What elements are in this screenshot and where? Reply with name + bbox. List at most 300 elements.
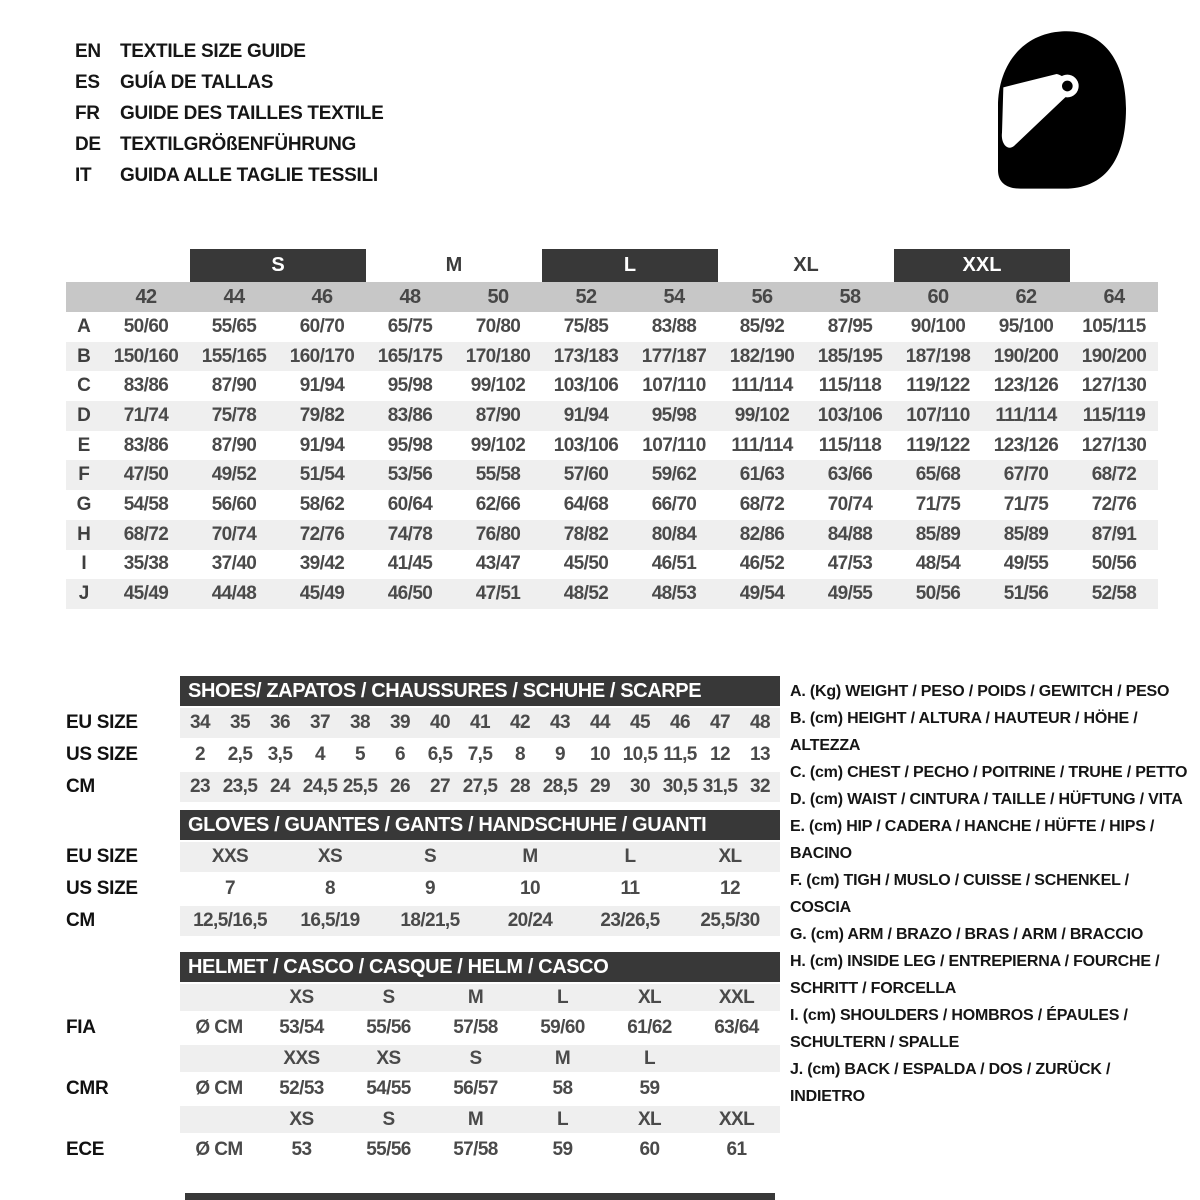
size-value: 119/122 bbox=[906, 434, 970, 456]
size-value: 85/89 bbox=[915, 523, 961, 545]
size-value: 25,5 bbox=[342, 776, 378, 797]
numeric-size: 54 bbox=[663, 285, 685, 308]
size-value: 62/66 bbox=[475, 493, 521, 515]
row-letter: B bbox=[77, 345, 91, 367]
racing-helmet-icon bbox=[982, 26, 1142, 199]
legend-item-a: A. (Kg) WEIGHT / PESO / POIDS / GEWITCH / PESO bbox=[790, 683, 1170, 700]
size-value: 59 bbox=[552, 1139, 573, 1160]
helmet-size-row-cmr bbox=[66, 1045, 780, 1072]
language-code: EN bbox=[75, 41, 101, 62]
size-value: 119/122 bbox=[906, 375, 970, 397]
diameter-unit: Ø CM bbox=[195, 1078, 243, 1099]
spacer bbox=[66, 810, 180, 840]
measurement-legend bbox=[790, 678, 1188, 1110]
size-value: 75/78 bbox=[211, 404, 257, 426]
size-value: 61/63 bbox=[739, 464, 785, 486]
spacer bbox=[66, 1106, 180, 1133]
size-value: 50/56 bbox=[915, 583, 961, 605]
gloves-row-us-size bbox=[66, 874, 780, 904]
size-value: 45 bbox=[630, 712, 650, 733]
numeric-size: 50 bbox=[487, 285, 509, 308]
size-value: 182/190 bbox=[729, 345, 795, 367]
size-value: 72/76 bbox=[299, 523, 345, 545]
title-block bbox=[75, 36, 383, 191]
size-value: 35 bbox=[230, 712, 250, 733]
language-title-row bbox=[75, 129, 383, 160]
size-value: 28,5 bbox=[542, 776, 578, 797]
size-value: 177/187 bbox=[641, 345, 707, 367]
shoes-row-eu-size bbox=[66, 708, 780, 738]
size-value: 105/115 bbox=[1082, 315, 1146, 337]
numeric-size: 62 bbox=[1015, 285, 1037, 308]
measurement-row-c bbox=[66, 371, 1158, 401]
size-value: 34 bbox=[190, 712, 210, 733]
numeric-size-row bbox=[66, 282, 1158, 312]
size-value: 48/54 bbox=[915, 553, 961, 575]
size-value: 190/200 bbox=[1081, 345, 1147, 367]
measurement-row-b bbox=[66, 342, 1158, 372]
helmet-size: XS bbox=[289, 1108, 314, 1130]
size-value: 7 bbox=[225, 878, 235, 899]
size-value: 47/50 bbox=[123, 464, 169, 486]
size-value: 23,5 bbox=[222, 776, 258, 797]
helmet-value-row-fia bbox=[66, 1013, 780, 1043]
row-letter: E bbox=[77, 434, 91, 456]
size-value: 48/52 bbox=[563, 583, 609, 605]
size-value: 12 bbox=[720, 878, 740, 899]
size-value: 103/106 bbox=[553, 434, 619, 456]
size-value: 12,5/16,5 bbox=[193, 910, 267, 931]
row-letter: I bbox=[81, 553, 87, 575]
size-value: L bbox=[624, 846, 636, 867]
helmet-size: M bbox=[554, 1047, 571, 1069]
value-band bbox=[180, 772, 780, 802]
size-band bbox=[180, 984, 780, 1011]
measurement-row-i bbox=[66, 550, 1158, 580]
row-letter: H bbox=[77, 523, 91, 545]
size-value: 107/110 bbox=[906, 404, 970, 426]
size-value: 95/100 bbox=[998, 315, 1054, 337]
size-value: 3,5 bbox=[267, 744, 293, 765]
helmet-size: L bbox=[556, 986, 568, 1008]
size-value: 24 bbox=[270, 776, 290, 797]
value-band bbox=[180, 708, 780, 738]
size-value: 57/60 bbox=[563, 464, 609, 486]
size-value: 58/62 bbox=[299, 493, 345, 515]
size-value: 29 bbox=[590, 776, 610, 797]
size-value: 49/55 bbox=[827, 583, 873, 605]
size-value: 49/54 bbox=[739, 583, 785, 605]
size-value: 46/52 bbox=[739, 553, 785, 575]
size-value: 61 bbox=[726, 1139, 747, 1160]
size-value: 41 bbox=[470, 712, 490, 733]
size-value: 155/165 bbox=[201, 345, 267, 367]
size-value: XS bbox=[317, 846, 343, 867]
size-value: 53/54 bbox=[279, 1017, 324, 1038]
helmet-size: XL bbox=[637, 986, 662, 1008]
row-letter: A bbox=[77, 315, 91, 337]
row-label: CM bbox=[66, 910, 95, 931]
helmet-size-row-ece bbox=[66, 1106, 780, 1133]
size-value: 20/24 bbox=[507, 910, 553, 931]
size-value: 54/58 bbox=[123, 493, 169, 515]
size-value: 72/76 bbox=[1091, 493, 1137, 515]
language-title-row bbox=[75, 36, 383, 67]
legend-item-h: H. (cm) INSIDE LEG / ENTREPIERNA / FOURCHE / SCHRITT / FORCELLA bbox=[790, 953, 1160, 997]
size-value: 11 bbox=[620, 878, 640, 899]
standard-label: ECE bbox=[66, 1139, 105, 1160]
size-value: 87/90 bbox=[475, 404, 521, 426]
size-value: 84/88 bbox=[827, 523, 873, 545]
size-value: 44/48 bbox=[211, 583, 257, 605]
size-value: 74/78 bbox=[387, 523, 433, 545]
spacer bbox=[66, 676, 180, 706]
language-title-row bbox=[75, 67, 383, 98]
size-value: 30,5 bbox=[662, 776, 698, 797]
size-value: 2 bbox=[195, 744, 205, 765]
helmet-table bbox=[66, 952, 780, 1165]
language-title-row bbox=[75, 98, 383, 129]
size-value: 56/57 bbox=[453, 1078, 498, 1099]
size-group-xl: XL bbox=[793, 254, 819, 276]
guide-title: GUÍA DE TALLAS bbox=[120, 72, 274, 93]
size-value: 64/68 bbox=[563, 493, 609, 515]
legend-item-e: E. (cm) HIP / CADERA / HANCHE / HÜFTE / HIPS / BACINO bbox=[790, 818, 1155, 862]
size-value: 68/72 bbox=[739, 493, 785, 515]
size-value: 57/58 bbox=[453, 1017, 498, 1038]
size-value: 12 bbox=[710, 744, 730, 765]
size-band bbox=[180, 1106, 780, 1133]
size-value: 87/90 bbox=[211, 375, 257, 397]
size-value: 87/95 bbox=[827, 315, 873, 337]
helmet-size: S bbox=[382, 986, 395, 1008]
size-value: 23/26,5 bbox=[600, 910, 660, 931]
size-value: 24,5 bbox=[302, 776, 338, 797]
measurement-row-d bbox=[66, 401, 1158, 431]
language-title-row bbox=[75, 160, 383, 191]
size-value: 44 bbox=[590, 712, 610, 733]
size-group-l: L bbox=[542, 249, 718, 282]
row-label: CM bbox=[66, 776, 95, 797]
measurement-row-f bbox=[66, 460, 1158, 490]
size-value: 85/92 bbox=[739, 315, 785, 337]
size-value: 46 bbox=[670, 712, 690, 733]
helmet-size: S bbox=[469, 1047, 482, 1069]
size-value: 11,5 bbox=[663, 744, 697, 765]
size-group-row bbox=[66, 249, 1158, 282]
size-value: 185/195 bbox=[817, 345, 883, 367]
language-code: FR bbox=[75, 103, 100, 124]
size-value: 47 bbox=[710, 712, 730, 733]
size-value: 59/62 bbox=[651, 464, 697, 486]
size-value: 26 bbox=[390, 776, 410, 797]
size-value: 99/102 bbox=[470, 375, 526, 397]
helmet-value-row-ece bbox=[66, 1135, 780, 1165]
size-value: 45/49 bbox=[299, 583, 345, 605]
helmet-size: XXS bbox=[283, 1047, 320, 1069]
size-value: 51/56 bbox=[1003, 583, 1049, 605]
shoes-table-title: SHOES/ ZAPATOS / CHAUSSURES / SCHUHE / SCARPE bbox=[180, 676, 780, 706]
standard-label: CMR bbox=[66, 1078, 109, 1099]
helmet-size: S bbox=[382, 1108, 395, 1130]
helmet-size: L bbox=[556, 1108, 568, 1130]
helmet-size bbox=[693, 1045, 780, 1072]
row-letter: F bbox=[78, 464, 90, 486]
size-value: 37 bbox=[310, 712, 330, 733]
size-value: 91/94 bbox=[299, 434, 345, 456]
size-value: 83/86 bbox=[123, 434, 169, 456]
numeric-size: 52 bbox=[575, 285, 597, 308]
spacer bbox=[180, 984, 258, 1011]
size-value: 40 bbox=[430, 712, 450, 733]
size-value: 71/75 bbox=[1003, 493, 1049, 515]
numeric-size: 44 bbox=[223, 285, 245, 308]
size-value: 63/66 bbox=[827, 464, 873, 486]
spacer bbox=[66, 1045, 180, 1072]
size-value: 83/86 bbox=[123, 375, 169, 397]
size-value: 103/106 bbox=[817, 404, 883, 426]
numeric-size: 60 bbox=[927, 285, 949, 308]
size-value: 107/110 bbox=[642, 434, 706, 456]
value-band bbox=[180, 1074, 780, 1104]
size-value: 76/80 bbox=[475, 523, 521, 545]
size-band bbox=[180, 1045, 780, 1072]
guide-title: TEXTILGRÖßENFÜHRUNG bbox=[120, 134, 357, 155]
size-value: 45/50 bbox=[563, 553, 609, 575]
size-value: 53/56 bbox=[387, 464, 433, 486]
size-value: 99/102 bbox=[470, 434, 526, 456]
size-value: 4 bbox=[315, 744, 325, 765]
size-value: 52/58 bbox=[1091, 583, 1137, 605]
size-value: 91/94 bbox=[563, 404, 609, 426]
size-value: 43/47 bbox=[475, 553, 521, 575]
size-value: 111/114 bbox=[731, 434, 793, 456]
size-value: 32 bbox=[750, 776, 770, 797]
helmet-size: M bbox=[467, 986, 484, 1008]
numeric-size: 46 bbox=[311, 285, 333, 308]
size-value: 10 bbox=[520, 878, 540, 899]
helmet-value-row-cmr bbox=[66, 1074, 780, 1104]
gloves-row-eu-size bbox=[66, 842, 780, 872]
size-value: 165/175 bbox=[377, 345, 443, 367]
size-value: 78/82 bbox=[563, 523, 609, 545]
size-value: 55/65 bbox=[211, 315, 257, 337]
measurement-row-j bbox=[66, 579, 1158, 609]
size-value: 82/86 bbox=[739, 523, 785, 545]
size-value: 16,5/19 bbox=[300, 910, 360, 931]
size-value: 190/200 bbox=[993, 345, 1059, 367]
textile-size-table bbox=[66, 249, 1158, 609]
row-label: US SIZE bbox=[66, 744, 138, 765]
size-value: 9 bbox=[425, 878, 435, 899]
size-value: 83/88 bbox=[651, 315, 697, 337]
size-value: 83/86 bbox=[387, 404, 433, 426]
row-letter: C bbox=[77, 375, 91, 397]
gloves-row-cm bbox=[66, 906, 780, 936]
numeric-size: 48 bbox=[399, 285, 421, 308]
size-value: 42 bbox=[510, 712, 530, 733]
size-value: 7,5 bbox=[467, 744, 493, 765]
helmet-header-row bbox=[66, 952, 780, 982]
value-band bbox=[180, 906, 780, 936]
row-letter: D bbox=[77, 404, 91, 426]
size-value: 75/85 bbox=[563, 315, 609, 337]
legend-item-f: F. (cm) TIGH / MUSLO / CUISSE / SCHENKEL / COSCIA bbox=[790, 872, 1129, 916]
size-value: 23 bbox=[190, 776, 210, 797]
diameter-unit: Ø CM bbox=[195, 1139, 243, 1160]
size-value: 39/42 bbox=[299, 553, 345, 575]
size-value: 6,5 bbox=[427, 744, 453, 765]
helmet-size-row-fia bbox=[66, 984, 780, 1011]
helmet-size: XL bbox=[637, 1108, 662, 1130]
size-value: 51/54 bbox=[299, 464, 345, 486]
size-value: 79/82 bbox=[299, 404, 345, 426]
size-value: 48 bbox=[750, 712, 770, 733]
size-value: 111/114 bbox=[731, 375, 793, 397]
numeric-size: 56 bbox=[751, 285, 773, 308]
size-value: S bbox=[423, 846, 437, 867]
cutoff-section-bar bbox=[185, 1193, 775, 1200]
size-value: 85/89 bbox=[1003, 523, 1049, 545]
size-value: 127/130 bbox=[1081, 434, 1147, 456]
helmet-size: XS bbox=[376, 1047, 401, 1069]
helmet-size: XS bbox=[289, 986, 314, 1008]
size-value: 46/51 bbox=[651, 553, 697, 575]
size-value: 61/62 bbox=[627, 1017, 672, 1038]
measurement-row-h bbox=[66, 520, 1158, 550]
measurement-rows bbox=[66, 312, 1158, 609]
size-value: 70/74 bbox=[211, 523, 257, 545]
size-group-s: S bbox=[190, 249, 366, 282]
size-value: 87/91 bbox=[1091, 523, 1137, 545]
size-value: 59 bbox=[639, 1078, 660, 1099]
row-label: EU SIZE bbox=[66, 712, 138, 733]
size-value: 37/40 bbox=[211, 553, 257, 575]
size-value: XXS bbox=[211, 846, 249, 867]
size-value: 6 bbox=[395, 744, 405, 765]
size-value: 49/55 bbox=[1003, 553, 1049, 575]
measurement-row-g bbox=[66, 490, 1158, 520]
gloves-header-row bbox=[66, 810, 780, 840]
row-letter: J bbox=[78, 583, 90, 605]
size-value: 87/90 bbox=[211, 434, 257, 456]
gloves-table-title: GLOVES / GUANTES / GANTS / HANDSCHUHE / GUANTI bbox=[180, 810, 780, 840]
legend-item-c: C. (cm) CHEST / PECHO / POITRINE / TRUHE / PETTO bbox=[790, 764, 1188, 781]
spacer bbox=[180, 1045, 258, 1072]
size-value: 115/119 bbox=[1082, 404, 1146, 426]
helmet-size: L bbox=[643, 1047, 655, 1069]
size-value: 25,5/30 bbox=[700, 910, 760, 931]
size-value: 47/51 bbox=[475, 583, 521, 605]
size-value: 60/70 bbox=[299, 315, 345, 337]
size-value: 48/53 bbox=[651, 583, 697, 605]
size-value: 54/55 bbox=[366, 1078, 411, 1099]
size-value: 50/60 bbox=[123, 315, 169, 337]
helmet-table-title: HELMET / CASCO / CASQUE / HELM / CASCO bbox=[180, 952, 780, 982]
size-value: 127/130 bbox=[1081, 375, 1147, 397]
size-value: 55/58 bbox=[475, 464, 521, 486]
size-value: 66/70 bbox=[651, 493, 697, 515]
size-value: 9 bbox=[555, 744, 565, 765]
size-value: XL bbox=[718, 846, 742, 867]
size-value: 68/72 bbox=[1091, 464, 1137, 486]
row-letter: G bbox=[76, 493, 92, 515]
value-band bbox=[180, 1013, 780, 1043]
size-group-xxl: XXL bbox=[894, 249, 1070, 282]
size-value: 111/114 bbox=[995, 404, 1057, 426]
measurement-row-a bbox=[66, 312, 1158, 342]
size-value: 52/53 bbox=[279, 1078, 324, 1099]
shoes-table bbox=[66, 676, 780, 802]
value-band bbox=[180, 740, 780, 770]
size-value: 10,5 bbox=[622, 744, 658, 765]
size-value: 58 bbox=[552, 1078, 573, 1099]
size-value: 60/64 bbox=[387, 493, 433, 515]
value-band bbox=[180, 874, 780, 904]
size-value: 71/74 bbox=[123, 404, 169, 426]
size-value: 115/118 bbox=[818, 434, 882, 456]
size-value: 8 bbox=[515, 744, 525, 765]
size-value bbox=[693, 1074, 780, 1104]
spacer bbox=[180, 1106, 258, 1133]
size-value: 36 bbox=[270, 712, 290, 733]
size-value: 10 bbox=[590, 744, 610, 765]
measurement-row-e bbox=[66, 431, 1158, 461]
numeric-size: 64 bbox=[1103, 285, 1125, 308]
size-value: 63/64 bbox=[714, 1017, 759, 1038]
size-value: 65/68 bbox=[915, 464, 961, 486]
size-value: 160/170 bbox=[289, 345, 355, 367]
size-value: 91/94 bbox=[299, 375, 345, 397]
diameter-unit: Ø CM bbox=[195, 1017, 243, 1038]
size-value: 5 bbox=[355, 744, 365, 765]
shoes-row-us-size bbox=[66, 740, 780, 770]
size-value: 13 bbox=[750, 744, 770, 765]
size-value: 115/118 bbox=[818, 375, 882, 397]
size-value: 50/56 bbox=[1091, 553, 1137, 575]
numeric-size: 42 bbox=[135, 285, 157, 308]
size-value: 103/106 bbox=[553, 375, 619, 397]
legend-item-i: I. (cm) SHOULDERS / HOMBROS / ÉPAULES / SCHULTERN / SPALLE bbox=[790, 1007, 1128, 1051]
size-value: 68/72 bbox=[123, 523, 169, 545]
size-value: 107/110 bbox=[642, 375, 706, 397]
size-value: 39 bbox=[390, 712, 410, 733]
size-value: 80/84 bbox=[651, 523, 697, 545]
helmet-size: M bbox=[467, 1108, 484, 1130]
size-value: 45/49 bbox=[123, 583, 169, 605]
size-value: 35/38 bbox=[123, 553, 169, 575]
size-value: 53 bbox=[291, 1139, 312, 1160]
size-value: 8 bbox=[325, 878, 335, 899]
row-label: US SIZE bbox=[66, 878, 138, 899]
size-value: 18/21,5 bbox=[400, 910, 460, 931]
size-value: 43 bbox=[550, 712, 570, 733]
size-value: 46/50 bbox=[387, 583, 433, 605]
size-value: 67/70 bbox=[1003, 464, 1049, 486]
shoes-row-cm bbox=[66, 772, 780, 802]
size-value: 55/56 bbox=[366, 1017, 411, 1038]
size-value: 55/56 bbox=[366, 1139, 411, 1160]
footwear-gloves-helmet-tables bbox=[66, 676, 780, 1167]
size-value: 2,5 bbox=[227, 744, 253, 765]
size-value: 59/60 bbox=[540, 1017, 585, 1038]
shoes-header-row bbox=[66, 676, 780, 706]
size-value: 70/80 bbox=[475, 315, 521, 337]
helmet-size: XXL bbox=[718, 1108, 755, 1130]
size-value: 57/58 bbox=[453, 1139, 498, 1160]
size-value: 28 bbox=[510, 776, 530, 797]
size-value: 99/102 bbox=[734, 404, 790, 426]
